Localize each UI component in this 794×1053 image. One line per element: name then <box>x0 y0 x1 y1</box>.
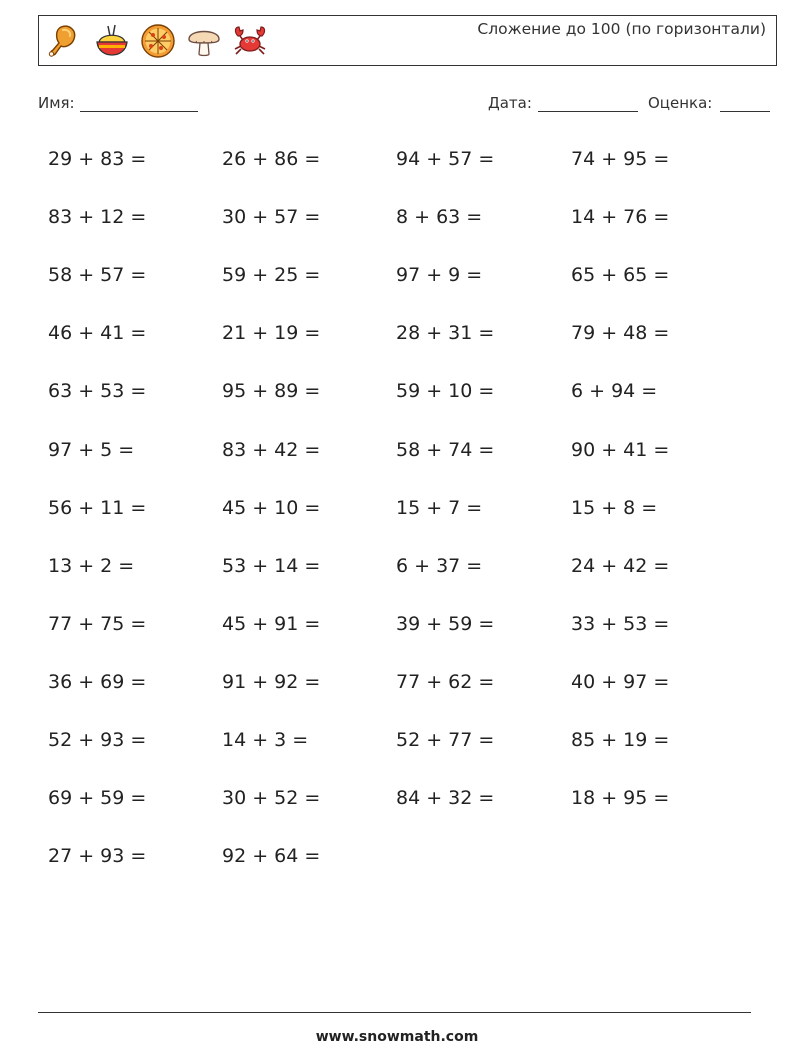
problem-item: 29 + 83 = <box>48 148 147 170</box>
name-label: Имя: <box>38 94 75 112</box>
footer-website: www.snowmath.com <box>315 1029 479 1045</box>
footer-rule <box>38 1012 751 1013</box>
problem-item: 18 + 95 = <box>571 787 670 809</box>
pizza-icon <box>139 22 177 60</box>
problem-item: 77 + 75 = <box>48 613 147 635</box>
problem-item: 90 + 41 = <box>571 439 670 461</box>
problem-item: 13 + 2 = <box>48 555 135 577</box>
problem-item: 28 + 31 = <box>396 322 495 344</box>
problem-item: 21 + 19 = <box>222 322 321 344</box>
problem-item: 27 + 93 = <box>48 845 147 867</box>
rice-bowl-icon <box>93 22 131 60</box>
name-field[interactable] <box>80 111 198 112</box>
problem-item: 56 + 11 = <box>48 497 147 519</box>
problem-item: 52 + 93 = <box>48 729 147 751</box>
problem-item: 69 + 59 = <box>48 787 147 809</box>
problem-item: 83 + 42 = <box>222 439 321 461</box>
problem-item: 84 + 32 = <box>396 787 495 809</box>
problem-item: 97 + 5 = <box>48 439 135 461</box>
problem-item: 79 + 48 = <box>571 322 670 344</box>
problem-item: 74 + 95 = <box>571 148 670 170</box>
problem-item: 14 + 3 = <box>222 729 309 751</box>
problem-item: 15 + 7 = <box>396 497 483 519</box>
problem-item: 92 + 64 = <box>222 845 321 867</box>
icon-strip <box>47 22 269 60</box>
problem-item: 30 + 52 = <box>222 787 321 809</box>
problem-item: 26 + 86 = <box>222 148 321 170</box>
problem-item: 94 + 57 = <box>396 148 495 170</box>
problem-item: 15 + 8 = <box>571 497 658 519</box>
problem-item: 46 + 41 = <box>48 322 147 344</box>
mushroom-icon <box>185 22 223 60</box>
problem-item: 53 + 14 = <box>222 555 321 577</box>
date-label: Дата: <box>488 94 532 112</box>
problem-item: 45 + 10 = <box>222 497 321 519</box>
problem-item: 63 + 53 = <box>48 380 147 402</box>
problem-item: 97 + 9 = <box>396 264 483 286</box>
score-label: Оценка: <box>648 94 713 112</box>
problem-item: 6 + 94 = <box>571 380 658 402</box>
problem-item: 83 + 12 = <box>48 206 147 228</box>
problem-item: 65 + 65 = <box>571 264 670 286</box>
problem-item: 52 + 77 = <box>396 729 495 751</box>
date-field[interactable] <box>538 111 638 112</box>
problem-item: 91 + 92 = <box>222 671 321 693</box>
crab-icon <box>231 22 269 60</box>
problem-item: 36 + 69 = <box>48 671 147 693</box>
problem-item: 14 + 76 = <box>571 206 670 228</box>
header-box <box>38 15 777 66</box>
problem-item: 6 + 37 = <box>396 555 483 577</box>
problem-item: 58 + 57 = <box>48 264 147 286</box>
problem-item: 8 + 63 = <box>396 206 483 228</box>
score-field[interactable] <box>720 111 770 112</box>
problem-item: 24 + 42 = <box>571 555 670 577</box>
worksheet-title: Сложение до 100 (по горизонтали) <box>477 20 766 38</box>
problem-item: 33 + 53 = <box>571 613 670 635</box>
problem-item: 59 + 25 = <box>222 264 321 286</box>
problem-item: 58 + 74 = <box>396 439 495 461</box>
problem-item: 95 + 89 = <box>222 380 321 402</box>
problem-item: 85 + 19 = <box>571 729 670 751</box>
problem-item: 59 + 10 = <box>396 380 495 402</box>
problem-item: 45 + 91 = <box>222 613 321 635</box>
chicken-leg-icon <box>47 22 85 60</box>
problem-item: 40 + 97 = <box>571 671 670 693</box>
problem-item: 77 + 62 = <box>396 671 495 693</box>
problem-item: 30 + 57 = <box>222 206 321 228</box>
problem-item: 39 + 59 = <box>396 613 495 635</box>
